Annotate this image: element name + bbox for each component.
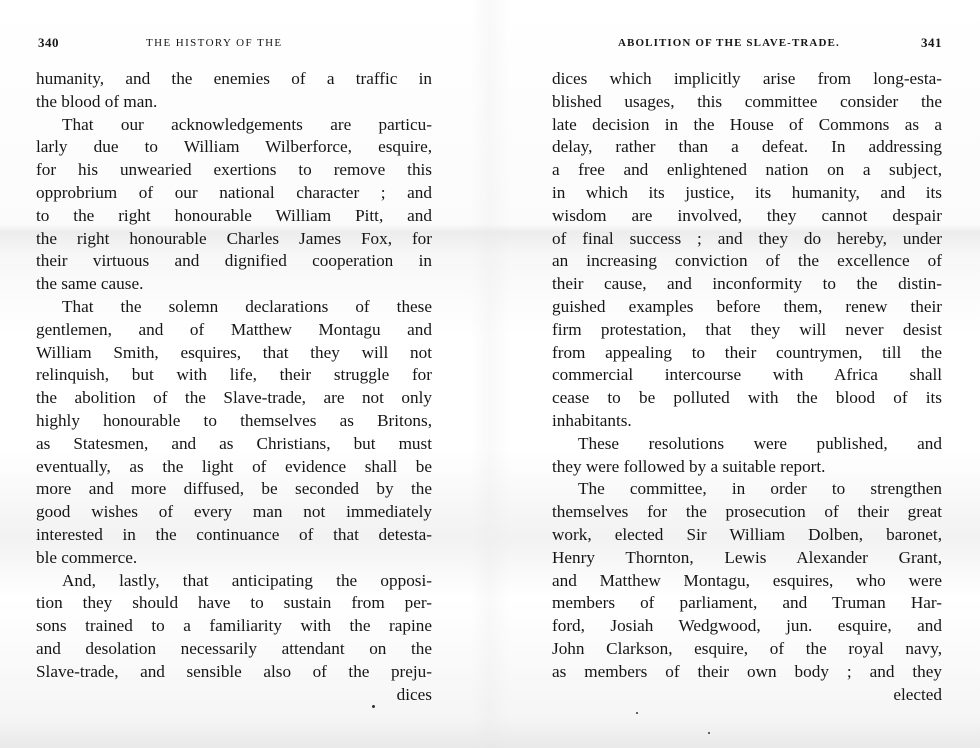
text-line: John Clarkson, esquire, of the royal navy,	[552, 638, 942, 658]
text-line: their cause, and inconformity to the distin-	[552, 274, 942, 294]
text-line: of final success ; and they do hereby, under	[552, 228, 942, 248]
text-line: That the solemn declarations of these	[62, 296, 432, 316]
text-line: gentlemen, and of Matthew Montagu and	[36, 319, 432, 339]
text-line: wisdom are involved, they cannot despair	[552, 205, 942, 225]
text-line: These resolutions were published, and	[578, 433, 942, 453]
text-line: from appealing to their countrymen, till the	[552, 342, 942, 362]
text-line: tion they should have to sustain from per-	[36, 593, 432, 613]
text-line: And, lastly, that anticipating the opposi-	[62, 570, 432, 590]
text-line: to the right honourable William Pitt, and	[36, 205, 432, 225]
gutter-shadow	[470, 0, 510, 748]
text-line: an increasing conviction of the excellence of	[552, 251, 942, 271]
text-line: work, elected Sir William Dolben, baronet,	[552, 524, 942, 544]
left-text-block	[36, 68, 432, 706]
catchword: dices	[396, 684, 432, 704]
text-line: larly due to William Wilberforce, esquire,	[36, 137, 432, 157]
text-line: cease to be polluted with the blood of its	[552, 388, 942, 408]
text-line: delay, rather than a defeat. In addressing	[552, 137, 942, 157]
left-running-head	[36, 36, 432, 56]
print-speck	[708, 732, 710, 734]
text-line: commercial intercourse with Africa shall	[552, 365, 942, 385]
right-page	[552, 0, 942, 748]
text-line: eventually, as the light of evidence shall be	[36, 456, 432, 476]
text-line: the abolition of the Slave-trade, are not only	[36, 388, 432, 408]
text-line: the blood of man.	[36, 91, 158, 111]
text-line: Henry Thornton, Lewis Alexander Grant,	[552, 547, 942, 567]
print-speck	[636, 712, 638, 714]
text-line: sons trained to a familiarity with the rapine	[36, 616, 432, 636]
text-line: their virtuous and dignified cooperation in	[36, 251, 432, 271]
text-line: the same cause.	[36, 274, 144, 294]
text-line: highly honourable to themselves as Britons,	[36, 410, 432, 430]
text-line: That our acknowledgements are particu-	[62, 114, 432, 134]
right-running-head	[552, 36, 942, 56]
catchword: elected	[893, 684, 942, 704]
left-running-title: THE HISTORY OF THE	[146, 37, 283, 49]
text-line: interested in the continuance of that detesta-	[36, 524, 432, 544]
text-line: they were followed by a suitable report.	[552, 456, 826, 476]
text-line: humanity, and the enemies of a traffic in	[36, 69, 432, 88]
text-line: as Statesmen, and as Christians, but must	[36, 433, 432, 453]
right-running-title: ABOLITION OF THE SLAVE-TRADE.	[618, 37, 840, 49]
left-page-number: 340	[38, 35, 59, 50]
text-line: firm protestation, that they will never desist	[552, 319, 942, 339]
text-line: dices which implicitly arise from long-esta-	[552, 69, 942, 88]
left-page	[36, 0, 432, 748]
text-line: themselves for the prosecution of their great	[552, 502, 942, 522]
text-line: William Smith, esquires, that they will not	[36, 342, 432, 362]
right-text-block	[552, 68, 942, 706]
text-line: relinquish, but with life, their struggle for	[36, 365, 432, 385]
text-line: guished examples before them, renew their	[552, 296, 942, 316]
text-line: more and more diffused, be seconded by the	[36, 479, 432, 499]
text-line: blished usages, this committee consider the	[552, 91, 942, 111]
text-line: opprobrium of our national character ; and	[36, 182, 432, 202]
text-line: The committee, in order to strengthen	[578, 479, 942, 499]
text-line: and desolation necessarily attendant on the	[36, 638, 432, 658]
text-line: inhabitants.	[552, 410, 632, 430]
text-line: Slave-trade, and sensible also of the preju-	[36, 661, 432, 681]
text-line: the right honourable Charles James Fox, for	[36, 228, 432, 248]
text-line: for his unwearied exertions to remove this	[36, 160, 432, 180]
text-line: ford, Josiah Wedgwood, jun. esquire, and	[552, 616, 942, 636]
text-line: and Matthew Montagu, esquires, who were	[552, 570, 942, 590]
text-line: a free and enlightened nation on a subject,	[552, 160, 942, 180]
print-speck	[372, 705, 375, 708]
text-line: as members of their own body ; and they	[552, 661, 942, 681]
text-line: in which its justice, its humanity, and its	[552, 182, 942, 202]
text-line: members of parliament, and Truman Har-	[552, 593, 942, 613]
text-line: ble commerce.	[36, 547, 138, 567]
text-line: late decision in the House of Commons as a	[552, 114, 942, 134]
text-line: good wishes of every man not immediately	[36, 502, 432, 522]
right-page-number: 341	[921, 35, 942, 50]
